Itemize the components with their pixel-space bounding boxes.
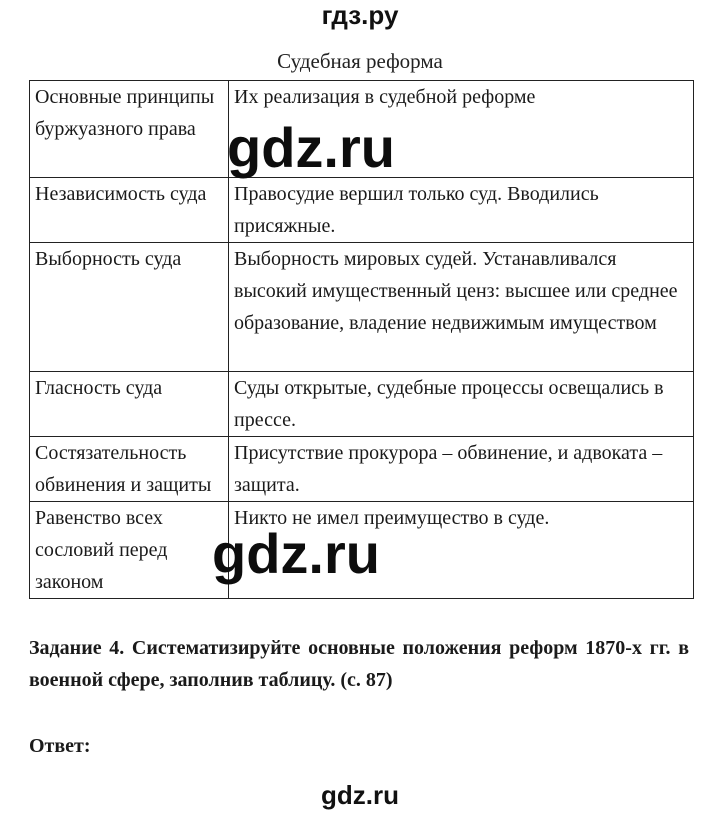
watermark: gdz.ru [227,116,395,179]
implementation-cell: Суды открытые, судебные процессы освещались в прессе. [229,372,694,437]
reform-table [29,80,694,599]
implementation-cell: Правосудие вершил только суд. Вводились присяжные. [229,178,694,243]
principle-cell: Равенство всех сословий перед законом [30,502,229,599]
principle-cell: Гласность суда [30,372,229,437]
site-header[interactable]: гдз.ру [321,0,399,30]
implementation-cell: Никто не имел преимущество в суде. [229,502,694,599]
table-row [30,372,694,437]
principle-cell: Выборность суда [30,243,229,372]
principle-cell: Независимость суда [30,178,229,243]
site-footer[interactable]: gdz.ru [321,780,399,810]
table-row [30,243,694,372]
table-row [30,502,694,599]
implementation-cell: Присутствие прокурора – обвинение, и адвоката – защита. [229,437,694,502]
table-row [30,178,694,243]
principle-cell: Состязательность обвинения и защиты [30,437,229,502]
table-row [30,437,694,502]
column-header-implementation: Их реализация в судебной реформе [229,81,694,178]
table-title: Судебная реформа [277,49,443,73]
answer-label: Ответ: [29,735,91,757]
watermark: gdz.ru [212,522,380,585]
table-header-row [30,81,694,178]
column-header-principles: Основные принципы буржуазного права [30,81,229,178]
task-text: Задание 4. Систематизируйте основные положения реформ 1870-х гг. в военной сфере, заполнив таблицу. (с. 87) [29,637,689,691]
implementation-cell: Выборность мировых судей. Устанавливался высокий имущественный ценз: высшее или среднее образование, владение недвижимым имуществом [229,243,694,372]
